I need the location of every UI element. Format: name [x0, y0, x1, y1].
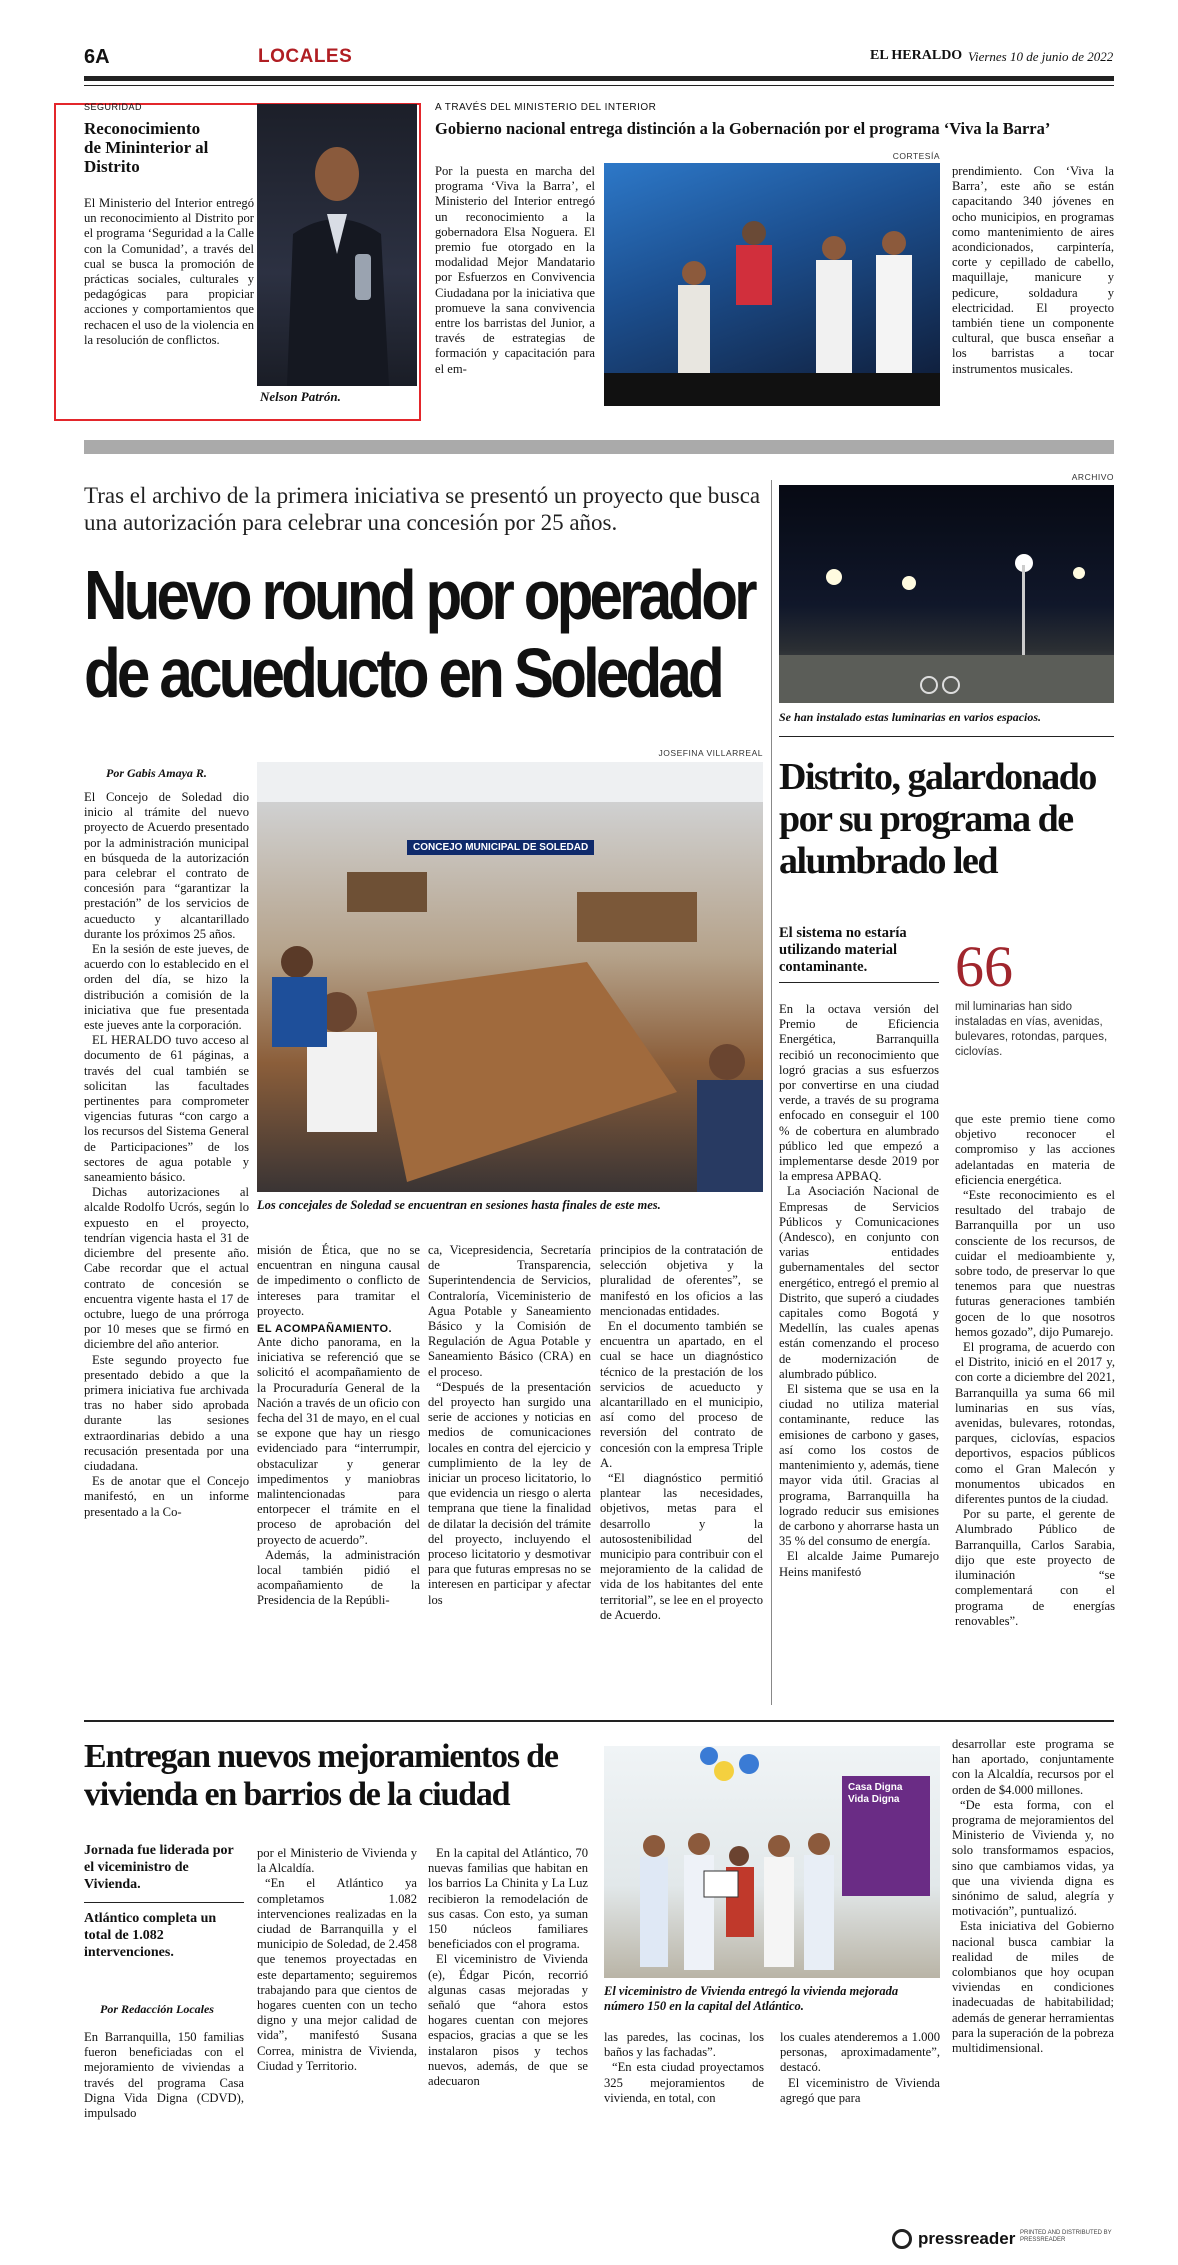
gob-kicker: A TRAVÉS DEL MINISTERIO DEL INTERIOR: [435, 102, 657, 113]
main-subhead: EL ACOMPAÑAMIENTO.: [257, 1323, 393, 1336]
viv-col5: los cuales atenderemos a 1.000 personas, aproximadamente”, destacó. El viceministro de Vivienda agregó que para: [780, 2030, 940, 2105]
main-deck: Tras el archivo de la primera iniciativa se presentó un proyecto que busca una autorización para celebrar una concesión por 25 años.: [84, 483, 761, 535]
viv-rule: [84, 1720, 1114, 1722]
page-number: 6A: [84, 46, 110, 68]
brief-caption: Nelson Patrón.: [260, 389, 341, 404]
section-name: LOCALES: [258, 46, 353, 67]
main-headline-line2: de acueducto en Soledad: [84, 634, 721, 712]
led-rule: [779, 736, 1114, 737]
viv-byline: Por Redacción Locales: [100, 2002, 214, 2016]
led-stat-text: mil luminarias han sido instaladas en vías, avenidas, bulevares, rotondas, parques, ciclovías.: [955, 1001, 1108, 1058]
viv-banner: Casa Digna Vida Digna: [842, 1776, 930, 1896]
gob-title: Gobierno nacional entrega distinción a la Gobernación por el programa ‘Viva la Barra’: [435, 119, 1051, 138]
led-caption: Se han instalado estas luminarias en varios espacios.: [779, 710, 1042, 724]
group-photo-icon: [604, 1746, 940, 1978]
led-credit: ARCHIVO: [1071, 472, 1114, 482]
led-subhead: El sistema no estaría utilizando material contaminante.: [779, 925, 907, 975]
viv-col1: En Barranquilla, 150 familias fueron beneficiadas con el mejoramiento de viviendas a través del programa Casa Digna Vida Digna (CDVD), impulsado: [84, 2030, 244, 2121]
council-chamber-icon: [257, 762, 763, 1192]
viv-sub1: Jornada fue liderada por el viceministro de Vivienda.: [84, 1843, 234, 1892]
main-headline-line1: Nuevo round por operador: [84, 556, 754, 634]
main-col4: principios de la contratación de selección objetiva y la pluralidad de oferentes”, se manifestó en los oficios a las mencionadas entidades. En el documento también se encuentra un apartado, en el cual se hace un diagnóstico técnico de la prestación de los servicios de acueducto y alcantarillado en el municipio, así como del proceso de reversión del contrato de concesión con la empresa Triple A. “El diagnóstico permitió plantear las necesidades, objetivos, metas para el desarrollo y la autosostenibilidad del municipio para contribuir con el mejoramiento de la calidad de vida de los habitantes del ente territorial”, se lee en el proyecto de Acuerdo.: [600, 1243, 763, 1622]
gob-photo: [604, 163, 940, 406]
pressreader-notice: PRINTED AND DISTRIBUTED BY PRESSREADER: [1020, 2230, 1112, 2243]
main-credit: JOSEFINA VILLARREAL: [658, 748, 763, 758]
gob-credit: CORTESÍA: [892, 151, 940, 161]
viv-col2: por el Ministerio de Vivienda y la Alcaldía. “En el Atlántico ya completamos 1.082 intervenciones realizadas en la ciudad de Barranquilla y el municipio de Soledad, de 2.458 que tenemos proyectadas en este departamento; seguiremos trabajando para que cientos de hogares cuenten con un techo digno y una mejor calidad de vida”, manifestó Susana Correa, ministra de Vivienda, Ciudad y Territorio.: [257, 1846, 417, 2073]
main-col3: ca, Vicepresidencia, Secretaría de Transparencia, Superintendencia de Servicios, Contraloría, Viceministerio de Agua Potable y Saneamiento Básico y la Comisión de Regulación de Agua Potable y Saneamiento Básico (CRA) en el proceso. “Después de la presentación del proyecto han surgido una serie de acciones y noticias en medios de comunicaciones locales en contra del ejercicio y cumplimiento de la ley de iniciar un proceso licitatorio, lo que evidencia un riesgo o alerta temprana que tiene la finalidad de dilatar la decisión del trámite del proyecto, incluyendo el proceso licitatorio y desmotivar para que futuras empresas no se interesen en participar y afectar los: [428, 1243, 591, 1607]
pressreader-logo[interactable]: [892, 2226, 1015, 2252]
header-rule: [84, 76, 1114, 81]
header-rule-thin: [84, 85, 1114, 86]
viv-caption: El viceministro de Vivienda entregó la vivienda mejorada número 150 en la capital del Atlántico.: [604, 1984, 899, 2013]
led-sub-rule: [779, 982, 939, 983]
main-byline: Por Gabis Amaya R.: [106, 766, 207, 780]
led-photo: [779, 485, 1114, 703]
pressreader-icon: [892, 2229, 912, 2249]
viv-sub2: Atlántico completa un total de 1.082 intervenciones.: [84, 1911, 217, 1960]
gob-col2: prendimiento. Con ‘Viva la Barra’, este año se están capacitando 340 jóvenes en ocho municipios, en programas como mantenimiento de aires acondicionados, carpintería, corte y cepillado de cabello, maquillaje, manicure y pedicure, soldadura y electricidad. El proyecto también tiene un componente cultural, que busca enseñar a los barristas a tocar instrumentos musicales.: [952, 164, 1114, 376]
main-col2: misión de Ética, que no se encuentran en ninguna causal de impedimento o conflicto de intereses para tramitar el proyecto. EL ACOMPAÑAMIENTO. Ante dicho panorama, en la iniciativa se referenció que se solicitó el acompañamiento de la Procuraduría General de la Nación a través de un oficio con fecha del 31 de mayo, en el cual se expone que hay un riesgo evidenciado para “interrumpir, obstaculizar y generar impedimentos y maniobras malintencionadas para entorpecer el trámite en el proceso de aprobación del proyecto de acuerdo”. Además, la administración local también pidió el acompañamiento de la Presidencia de la Repúbli-: [257, 1243, 420, 1608]
viv-sub-rule: [84, 1902, 244, 1903]
brief-body: El Ministerio del Interior entregó un reconocimiento al Distrito por el programa ‘Seguridad a la Calle con la Comunidad’, a través del cual se busca la promoción de prácticas sociales, culturales y pedagógicas para propiciar acciones y comportamientos que rechacen el uso de la violencia en la resolución de conflictos.: [84, 196, 254, 347]
pressreader-brand: pressreader: [918, 2229, 1016, 2248]
gob-col1: Por la puesta en marcha del programa ‘Viva la Barra’, el Ministerio del Interior entregó un reconocimiento a la gobernadora Elsa Noguera. El premio fue otorgado en la modalidad Mejor Mandatario por Esfuerzos en Convivencia Ciudadana por la iniciativa que promueve la sana convivencia entre los barristas del Junior, a través de estrategias de formación y capacitación para el em-: [435, 164, 595, 376]
speaker-figure-icon: [257, 104, 417, 386]
led-col1: En la octava versión del Premio de Eficiencia Energética, Barranquilla recibió un reconocimiento que logró gracias a sus esfuerzos por convertirse en una ciudad verde, a través de su programa enfocado en conseguir el 100 % de cobertura en alumbrado público led que empezó a implementarse desde 2019 por la empresa APBAQ. La Asociación Nacional de Empresas de Servicios Públicos y Comunicaciones (Andesco), en conjunto con varias entidades gubernamentales del sector energético, entregó el premio al Distrito, que superó a ciudades capitales como Bogotá y Medellín, las cuales apenas están comenzando el proceso de modernización de alumbrado público. El sistema que se usa en la ciudad no utiliza material contaminante, reduce las emisiones de carbono y gases, así como los costos de mantenimiento y, además, tiene mayor vida útil. Gracias al programa, Barranquilla ha logrado reducir sus emisiones de carbono y ahorrarse hasta un 35 % del consumo de energía. El alcalde Jaime Pumarejo Heins manifestó: [779, 1002, 939, 1579]
page-date: Viernes 10 de junio de 2022: [968, 49, 1114, 64]
main-vertical-rule: [771, 480, 772, 1705]
brief-photo: [257, 104, 417, 386]
main-headline: [84, 556, 784, 716]
brief-kicker: SEGURIDAD: [84, 102, 143, 112]
led-stat: 66: [955, 934, 1013, 999]
viv-headline: Entregan nuevos mejoramientos de vivienda en barrios de la ciudad: [84, 1738, 558, 1813]
led-headline: Distrito, galardonado por su programa de alumbrado led: [779, 756, 1096, 882]
main-col1: El Concejo de Soledad dio inicio al trámite del nuevo proyecto de Acuerdo presentado por la administración municipal en búsqueda de la autorización para celebrar el contrato de concesión para “garantizar la prestación” de los servicios de acueducto y alcantarillado durante los próximos 25 años. En la sesión de este jueves, de acuerdo con lo establecido en el orden del día, se hizo la distribución a comisión de la iniciativa que fue presentada este jueves ante la corporación. EL HERALDO tuvo acceso al documento de 61 páginas, a través del cual también se solicitan las facultades pertinentes para comprometer vigencias futuras “con cargo a los recursos del Sistema General de Participaciones” de los sectores de agua potable y saneamiento básico. Dichas autorizaciones al alcalde Rodolfo Ucrós, según lo expuesto en el proyecto, tendrían vigencia hasta el 31 de diciembre del presente año. Cabe recordar que el actual contrato de concesión se encuentra vigente hasta el 17 de octubre, luego de una prórroga por 10 meses que se firmó en diciembre del año anterior. Este segundo proyecto fue presentado debido a que la primera iniciativa fue archivada tras no haber sido aprobada durante las sesiones extraordinarias debido a una recusación presentada por una ciudadana. Es de anotar que el Concejo manifestó, en un informe presentado a la Co-: [84, 790, 249, 1519]
viv-photo: [604, 1746, 940, 1978]
streetlights-icon: [779, 485, 1114, 703]
main-caption: Los concejales de Soledad se encuentran en sesiones hasta finales de este mes.: [257, 1198, 661, 1212]
ceremony-figures-icon: [604, 163, 940, 406]
viv-col6: desarrollar este programa se han aportado, conjuntamente con la Alcaldía, recursos por el orden de $4.000 millones. “De esta forma, con el programa de mejoramientos del Ministerio de Vivienda y, no solo transformamos espacios, sino que cambiamos vidas, ya que una vivienda digna es sinónimo de salud, alegría y motivación”, puntualizó. Esta iniciativa del Gobierno nacional busca cambiar la realidad de miles de colombianos que hoy ocupan viviendas en condiciones inadecuadas de habitabilidad; además de generar herramientas para la superación de la pobreza multidimensional.: [952, 1737, 1114, 2056]
paper-name: EL HERALDO: [870, 48, 963, 63]
main-photo: [257, 762, 763, 1192]
section-divider: [84, 440, 1114, 454]
led-col2: que este premio tiene como objetivo reconocer el compromiso y las acciones adelantadas en materia de eficiencia energética. “Este reconocimiento es el resultado del trabajo de Barranquilla por un uso consciente de los recursos, de cuidar el medioambiente y, sobre todo, de preservar lo que tenemos para que nuestras futuras generaciones también gocen de lo que nosotros hemos gozado”, dijo Pumarejo. El programa, de acuerdo con el Distrito, inició en el 2017 y, con corte a diciembre del 2021, Barranquilla ya suma 66 mil luminarias en sus vías, avenidas, bulevares, rotondas, parques, ciclovías, espacios deportivos, espacios públicos como el Gran Malecón y monumentos ubicados en diferentes puntos de la ciudad. Por su parte, el gerente de Alumbrado Público de Barranquilla, Carlos Sarabia, dijo que este proyecto de iluminación “se complementará con el programa de energías renovables”.: [955, 1112, 1115, 1628]
viv-col4: las paredes, las cocinas, los baños y las fachadas”. “En esta ciudad proyectamos 325 mejoramientos de vivienda, en total, con: [604, 2030, 764, 2105]
brief-title: Reconocimiento de Mininterior al Distrito: [84, 119, 209, 176]
viv-col3: En la capital del Atlántico, 70 nuevas familias que habitan en los barrios La Chinita y La Luz recibieron la remodelación de sus casas. Con esto, ya suman 150 núcleos familiares beneficiados con el programa. El viceministro de Vivienda (e), Édgar Picón, recorrió algunas casas mejoradas y señaló que “ahora estos hogares cuentan con mejores espacios, gracias a que se les instalaron pisos y techos nuevos, además, de que se adecuaron: [428, 1846, 588, 2089]
concejo-sign: CONCEJO MUNICIPAL DE SOLEDAD: [407, 840, 594, 855]
